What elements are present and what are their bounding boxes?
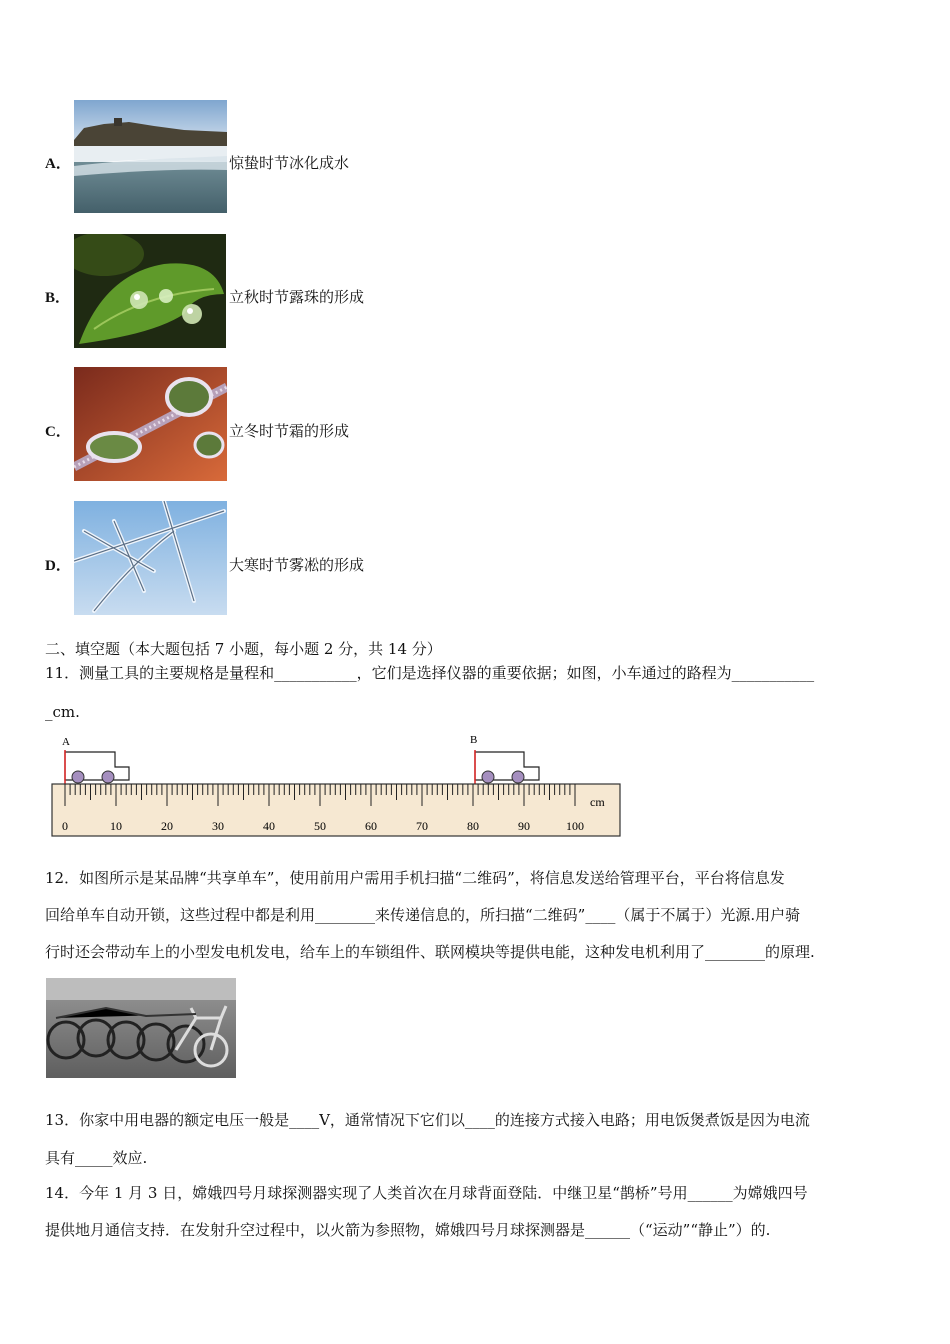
ruler-tick-label: 70 xyxy=(416,819,428,833)
option-b-image xyxy=(74,234,226,348)
q14-line2: 提供地月通信支持．在发射升空过程中，以火箭为参照物，嫦娥四号月球探测器是______（“运动”“静止”）的. xyxy=(45,1221,771,1239)
ruler-tick-label: 60 xyxy=(365,819,377,833)
ruler-tick-label: 10 xyxy=(110,819,122,833)
ruler-tick-label: 100 xyxy=(566,819,584,833)
label-a: A xyxy=(62,736,70,748)
option-b-text: 立秋时节露珠的形成 xyxy=(229,288,365,306)
q14-line1: 14．今年 1 月 3 日，嫦娥四号月球探测器实现了人类首次在月球背面登陆．中继卫星“鹊桥”号用______为嫦娥四号 xyxy=(45,1184,808,1202)
ruler-tick-label: 30 xyxy=(212,819,224,833)
ruler-tick-label: 90 xyxy=(518,819,530,833)
q11-line2: _cm. xyxy=(45,703,80,721)
q13-line2: 具有_____效应. xyxy=(45,1149,148,1167)
ruler-tick-label: 20 xyxy=(161,819,173,833)
car-a xyxy=(65,750,129,784)
option-d-image xyxy=(74,501,227,615)
q12-line3: 行时还会带动车上的小型发电机发电，给车上的车锁组件、联网模块等提供电能，这种发电机利用了________的原理. xyxy=(45,943,815,961)
unit-label: cm xyxy=(590,795,605,809)
option-d-text: 大寒时节雾凇的形成 xyxy=(229,556,365,574)
ruler-figure xyxy=(50,732,625,840)
option-c-image xyxy=(74,367,227,481)
option-a-image xyxy=(74,100,227,213)
ruler-body xyxy=(52,784,620,836)
ruler-tick-label: 40 xyxy=(263,819,275,833)
option-c-letter: C． xyxy=(45,424,71,440)
car-b xyxy=(475,750,539,784)
option-c-text: 立冬时节霜的形成 xyxy=(229,422,350,440)
q12-line1: 12．如图所示是某品牌“共享单车”，使用前用户需用手机扫描“二维码”，将信息发送给管理平台，平台将信息发 xyxy=(45,869,785,887)
option-d-letter: D． xyxy=(45,558,71,574)
ruler-tick-label: 0 xyxy=(62,819,68,833)
option-b-letter: B． xyxy=(45,290,71,306)
label-b: B xyxy=(470,734,478,746)
ruler-tick-label: 50 xyxy=(314,819,326,833)
q12-line2: 回给单车自动开锁，这些过程中都是利用________来传递信息的，所扫描“二维码”____（属于不属于）光源.用户骑 xyxy=(45,906,801,924)
option-a-letter: A． xyxy=(45,156,71,172)
section-title: 二、填空题（本大题包括 7 小题，每小题 2 分，共 14 分） xyxy=(45,640,442,658)
q13-line1: 13．你家中用电器的额定电压一般是____V，通常情况下它们以____的连接方式接入电路；用电饭煲煮饭是因为电流 xyxy=(45,1111,810,1129)
bike-image xyxy=(46,978,236,1078)
option-a-text: 惊蛰时节冰化成水 xyxy=(229,154,350,172)
ruler-tick-label: 80 xyxy=(467,819,479,833)
q11-line1: 11．测量工具的主要规格是量程和___________，它们是选择仪器的重要依据；如图，小车通过的路程为___________ xyxy=(45,664,815,682)
